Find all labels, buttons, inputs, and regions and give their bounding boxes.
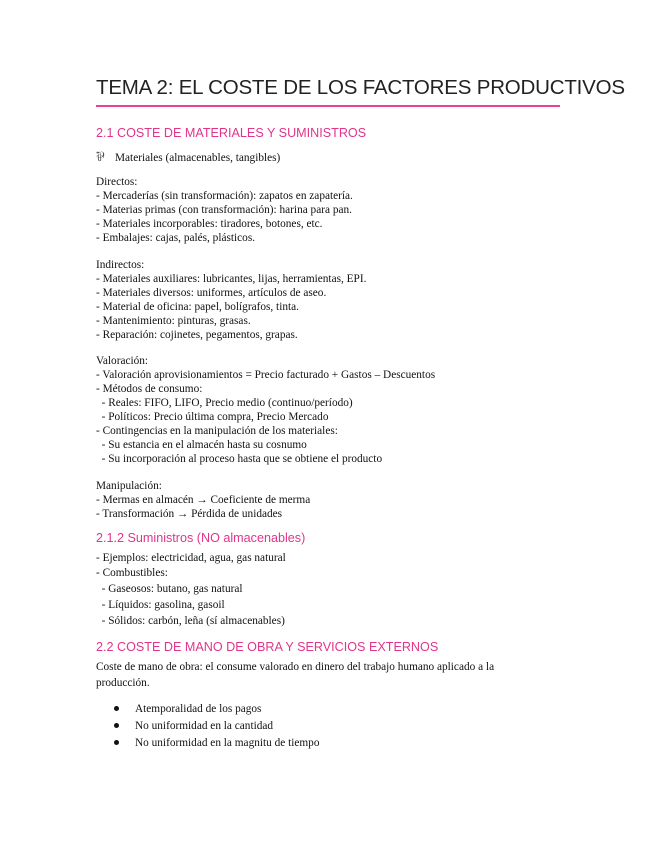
text-line: - Embalajes: cajas, palés, plásticos. xyxy=(96,232,256,244)
emoji-placeholder-icon: ⅌ xyxy=(96,150,105,165)
text-line: - Transformación → Pérdida de unidades xyxy=(96,508,283,520)
text-line: - Mantenimiento: pinturas, grasas. xyxy=(96,315,251,327)
text-line: - Gaseosos: butano, gas natural xyxy=(96,583,243,595)
text-line: - Métodos de consumo: xyxy=(96,383,203,395)
section-heading-materiales: 2.1 COSTE DE MATERIALES Y SUMINISTROS xyxy=(96,126,367,140)
list-item-text: Atemporalidad de los pagos xyxy=(135,703,262,715)
page-title: TEMA 2: EL COSTE DE LOS FACTORES PRODUCTIVOS xyxy=(96,76,625,99)
bullet-icon xyxy=(114,740,119,745)
text-line: Directos: xyxy=(96,176,138,188)
bullet-icon xyxy=(114,723,119,728)
section-heading-mano-de-obra: 2.2 COSTE DE MANO DE OBRA Y SERVICIOS EXTERNOS xyxy=(96,640,439,654)
text-line: Manipulación: xyxy=(96,480,162,492)
text-line: - Su incorporación al proceso hasta que se obtiene el producto xyxy=(96,453,383,465)
paragraph-line: producción. xyxy=(96,677,150,689)
materiales-intro-text: Materiales (almacenables, tangibles) xyxy=(115,152,281,164)
text-line: Indirectos: xyxy=(96,259,145,271)
text-line: - Reales: FIFO, LIFO, Precio medio (continuo/período) xyxy=(96,397,353,409)
text-line: - Ejemplos: electricidad, agua, gas natural xyxy=(96,552,286,564)
paragraph-line: Coste de mano de obra: el consume valorado en dinero del trabajo humano aplicado a la xyxy=(96,661,495,673)
text-line: - Reparación: cojinetes, pegamentos, grapas. xyxy=(96,329,298,341)
list-item xyxy=(114,703,261,715)
text-line: - Materiales incorporables: tiradores, botones, etc. xyxy=(96,218,323,230)
text-line: - Materiales diversos: uniformes, artículos de aseo. xyxy=(96,287,327,299)
text-line: - Combustibles: xyxy=(96,567,168,579)
text-line: - Mermas en almacén → Coeficiente de merma xyxy=(96,494,311,506)
list-item-text: No uniformidad en la cantidad xyxy=(135,720,274,732)
text-line: - Políticos: Precio última compra, Precio Mercado xyxy=(96,411,329,423)
section-heading-suministros: 2.1.2 Suministros (NO almacenables) xyxy=(96,531,306,545)
text-line: - Valoración aprovisionamientos = Precio facturado + Gastos – Descuentos xyxy=(96,369,436,381)
text-line: - Materiales auxiliares: lubricantes, lijas, herramientas, EPI. xyxy=(96,273,367,285)
text-line: - Materias primas (con transformación): harina para pan. xyxy=(96,204,352,216)
list-item xyxy=(114,737,319,749)
text-line: Valoración: xyxy=(96,355,149,367)
text-line: - Material de oficina: papel, bolígrafos, tinta. xyxy=(96,301,299,313)
text-line: - Mercaderías (sin transformación): zapatos en zapatería. xyxy=(96,190,353,202)
bullet-icon xyxy=(114,706,119,711)
list-item-text: No uniformidad en la magnitu de tiempo xyxy=(135,737,320,749)
text-line: - Sólidos: carbón, leña (sí almacenables) xyxy=(96,615,285,627)
list-item xyxy=(114,720,273,732)
text-line: - Contingencias en la manipulación de los materiales: xyxy=(96,425,338,437)
text-line: - Su estancia en el almacén hasta su cosnumo xyxy=(96,439,307,451)
text-line: - Líquidos: gasolina, gasoil xyxy=(96,599,225,611)
title-underline xyxy=(96,105,560,107)
materiales-intro xyxy=(96,147,280,165)
